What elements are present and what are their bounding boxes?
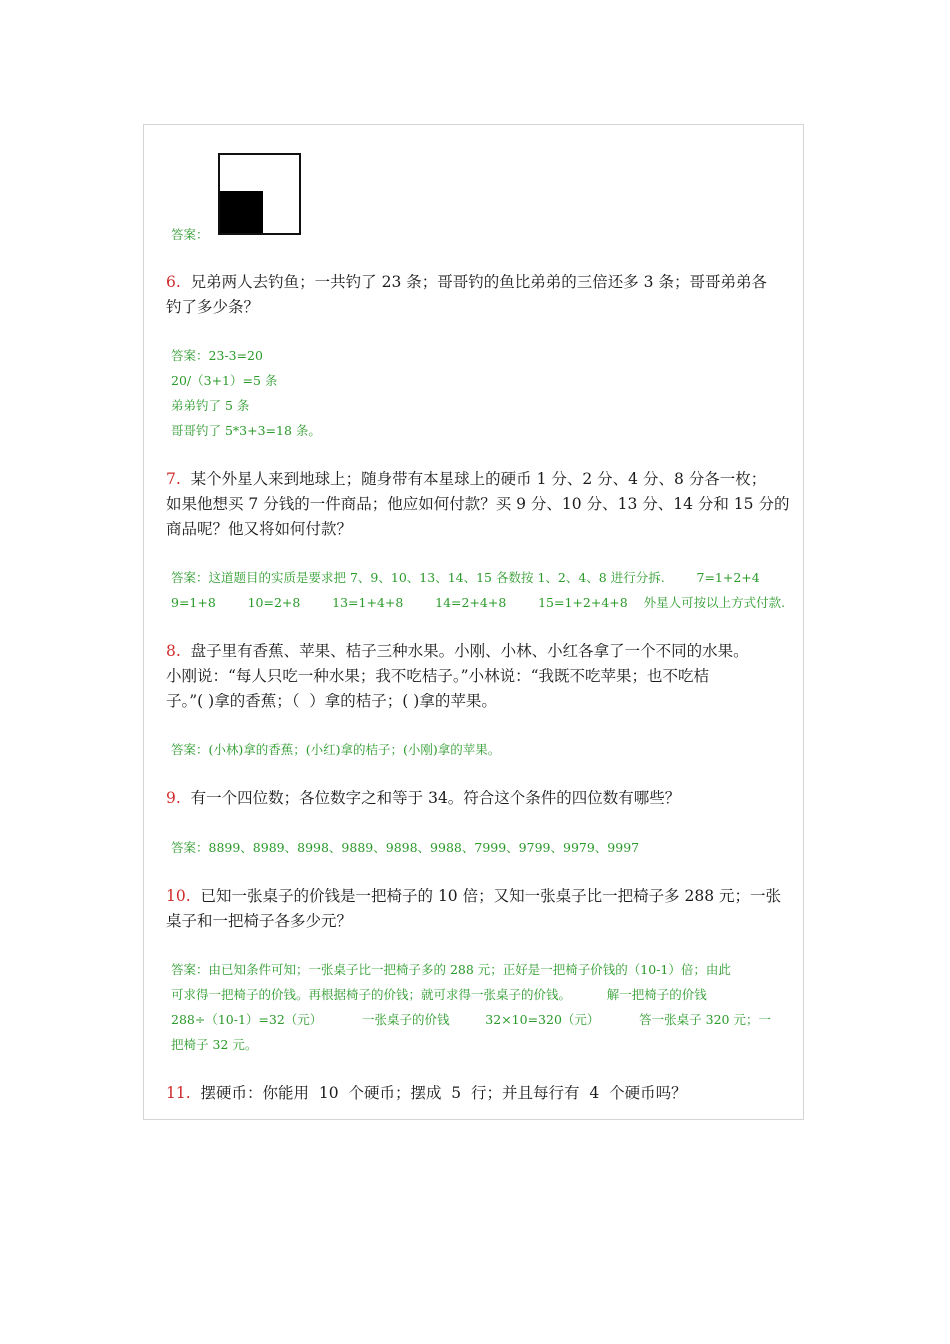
square-figure	[218, 153, 301, 235]
question-number: 11.	[166, 1084, 191, 1102]
answer-10-line: 288÷（10-1）=32（元） 一张桌子的价钱 32×10=320（元） 答一张桌子 320 元；一	[171, 1012, 771, 1027]
question-number: 7.	[166, 470, 181, 488]
question-number: 9.	[166, 789, 181, 807]
answer-10-line: 把椅子 32 元。	[171, 1037, 258, 1052]
answer-10-line: 答案：由已知条件可知；一张桌子比一把椅子多的 288 元；正好是一把椅子价钱的（10-1）倍；由此	[171, 962, 731, 977]
question-7: 7. 某个外星人来到地球上；随身带有本星球上的硬币 1 分、2 分、4 分、8 分各一枚；	[166, 470, 767, 488]
question-9: 9. 有一个四位数；各位数字之和等于 34。符合这个条件的四位数有哪些？	[166, 789, 681, 807]
question-11: 11. 摆硬币：你能用 10 个硬币；摆成 5 行；并且每行有 4 个硬币吗？	[166, 1084, 687, 1102]
answer-9-line: 答案：8899、8989、8998、9889、9898、9988、7999、9799、9979、9997	[171, 840, 640, 855]
shaded-square	[220, 191, 263, 233]
answer-10-line: 可求得一把椅子的价钱。再根据椅子的价钱；就可求得一张桌子的价钱。 解一把椅子的价钱	[171, 987, 707, 1002]
question-6: 6. 兄弟两人去钓鱼；一共钓了 23 条；哥哥钓的鱼比弟弟的三倍还多 3 条；哥哥弟弟各	[166, 273, 767, 291]
question-7-line: 如果他想买 7 分钱的一件商品；他应如何付款？买 9 分、10 分、13 分、14 分和 15 分的	[166, 495, 790, 513]
figure-answer-label: 答案：	[171, 227, 209, 242]
answer-6-line: 哥哥钓了 5*3+3=18 条。	[171, 423, 321, 438]
answer-6-line: 弟弟钓了 5 条	[171, 398, 250, 413]
question-number: 8.	[166, 642, 181, 660]
answer-6-line: 答案：23-3=20	[171, 348, 263, 363]
answer-7-line: 9=1+8 10=2+8 13=1+4+8 14=2+4+8 15=1+2+4+8 外星人可按以上方式付款.	[171, 595, 786, 610]
question-6-line: 钓了多少条？	[166, 298, 260, 316]
question-number: 6.	[166, 273, 181, 291]
question-7-line: 商品呢？他又将如何付款？	[166, 520, 353, 538]
question-8: 8. 盘子里有香蕉、苹果、桔子三种水果。小刚、小林、小红各拿了一个不同的水果。	[166, 642, 749, 660]
question-10: 10. 已知一张桌子的价钱是一把椅子的 10 倍；又知一张桌子比一把椅子多 288 元；一张	[166, 887, 782, 905]
answer-7-line: 答案：这道题目的实质是要求把 7、9、10、13、14、15 各数按 1、2、4、8 进行分拆. 7=1+2+4	[171, 570, 760, 585]
question-8-line: 子。”( )拿的香蕉；（ ）拿的桔子；( )拿的苹果。	[166, 692, 497, 710]
question-10-line: 桌子和一把椅子各多少元？	[166, 912, 353, 930]
question-number: 10.	[166, 887, 191, 905]
answer-6-line: 20/（3+1）=5 条	[171, 373, 278, 388]
question-8-line: 小刚说：“每人只吃一种水果；我不吃桔子。”小林说：“我既不吃苹果；也不吃桔	[166, 667, 710, 685]
answer-8-line: 答案：(小林)拿的香蕉；(小红)拿的桔子；(小刚)拿的苹果。	[171, 742, 501, 757]
